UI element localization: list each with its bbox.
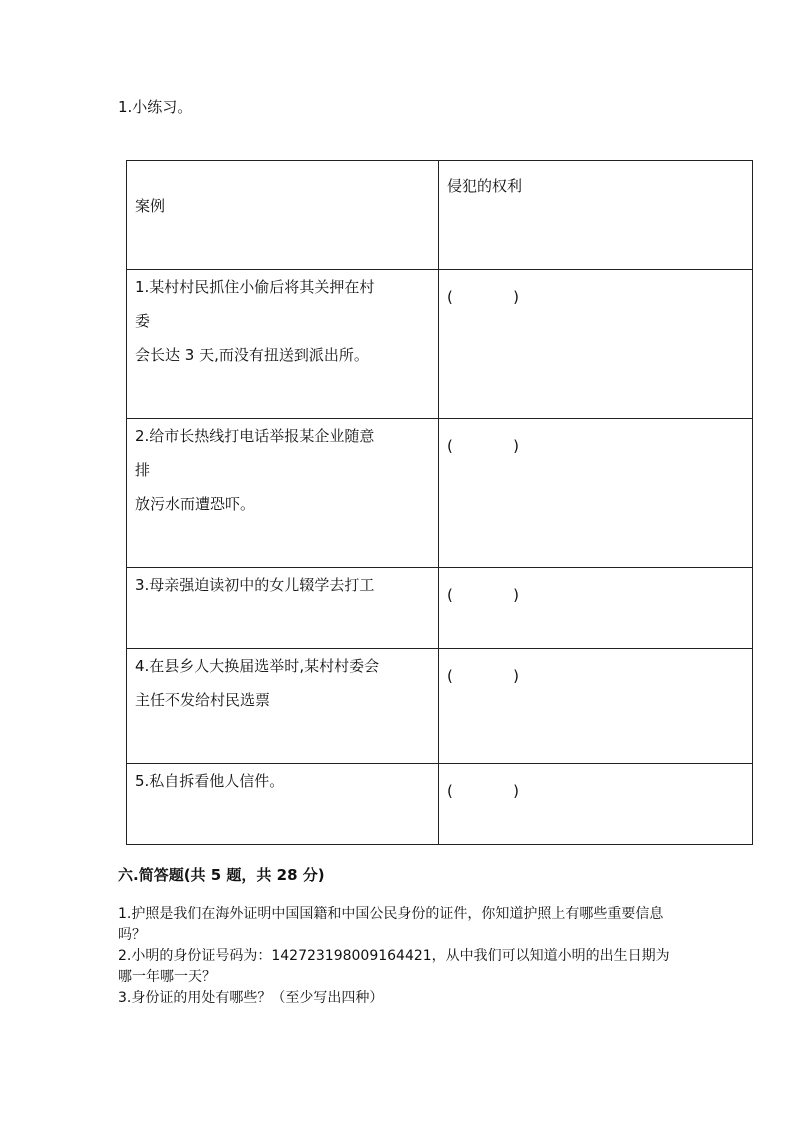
paren-close: ) (513, 586, 519, 604)
case-cell (127, 270, 439, 419)
paren-close: ) (513, 782, 519, 800)
case-line: 3.母亲强迫读初中的女儿辍学去打工 (135, 576, 375, 594)
answer-cell[interactable] (439, 764, 753, 845)
case-line: 5.私自拆看他人信件。 (135, 772, 285, 790)
table-row (127, 649, 753, 764)
question-list (118, 904, 678, 1009)
case-line: 委 (135, 312, 151, 330)
table-row (127, 568, 753, 649)
case-line: 4.在县乡人大换届选举时,某村村委会 (135, 657, 380, 675)
case-line: 排 (135, 461, 151, 479)
question-item: 2.小明的身份证号码为：142723198009164421，从中我们可以知道小明的出生日期为哪一年哪一天？ (118, 948, 670, 985)
paren-close: ) (513, 667, 519, 685)
case-cell (127, 764, 439, 845)
case-cell (127, 419, 439, 568)
exercise-intro: 1.小练习。 (118, 98, 193, 116)
paren-close: ) (513, 437, 519, 455)
question-item: 1.护照是我们在海外证明中国国籍和中国公民身份的证件，你知道护照上有哪些重要信息吗？ (118, 906, 664, 943)
paren-open: ( (447, 437, 453, 455)
answer-cell[interactable] (439, 649, 753, 764)
case-line: 主任不发给村民选票 (135, 691, 271, 709)
paren-open: ( (447, 782, 453, 800)
paren-open: ( (447, 586, 453, 604)
header-case: 案例 (127, 161, 439, 270)
table-row (127, 419, 753, 568)
case-line: 2.给市长热线打电话举报某企业随意 (135, 427, 375, 445)
answer-cell[interactable] (439, 270, 753, 419)
case-cell (127, 568, 439, 649)
case-rights-table (126, 160, 753, 845)
header-rights: 侵犯的权利 (439, 161, 753, 270)
case-line: 放污水而遭恐吓。 (135, 495, 256, 513)
section-title: 六.简答题(共 5 题，共 28 分) (118, 866, 325, 884)
case-line: 会长达 3 天,而没有扭送到派出所。 (135, 346, 369, 364)
paren-close: ) (513, 288, 519, 306)
case-line: 1.某村村民抓住小偷后将其关押在村 (135, 278, 375, 296)
answer-cell[interactable] (439, 568, 753, 649)
question-item: 3.身份证的用处有哪些？（至少写出四种） (118, 990, 384, 1006)
answer-cell[interactable] (439, 419, 753, 568)
table-row (127, 270, 753, 419)
paren-open: ( (447, 288, 453, 306)
table-row (127, 764, 753, 845)
table-header-row (127, 161, 753, 270)
case-cell (127, 649, 439, 764)
paren-open: ( (447, 667, 453, 685)
